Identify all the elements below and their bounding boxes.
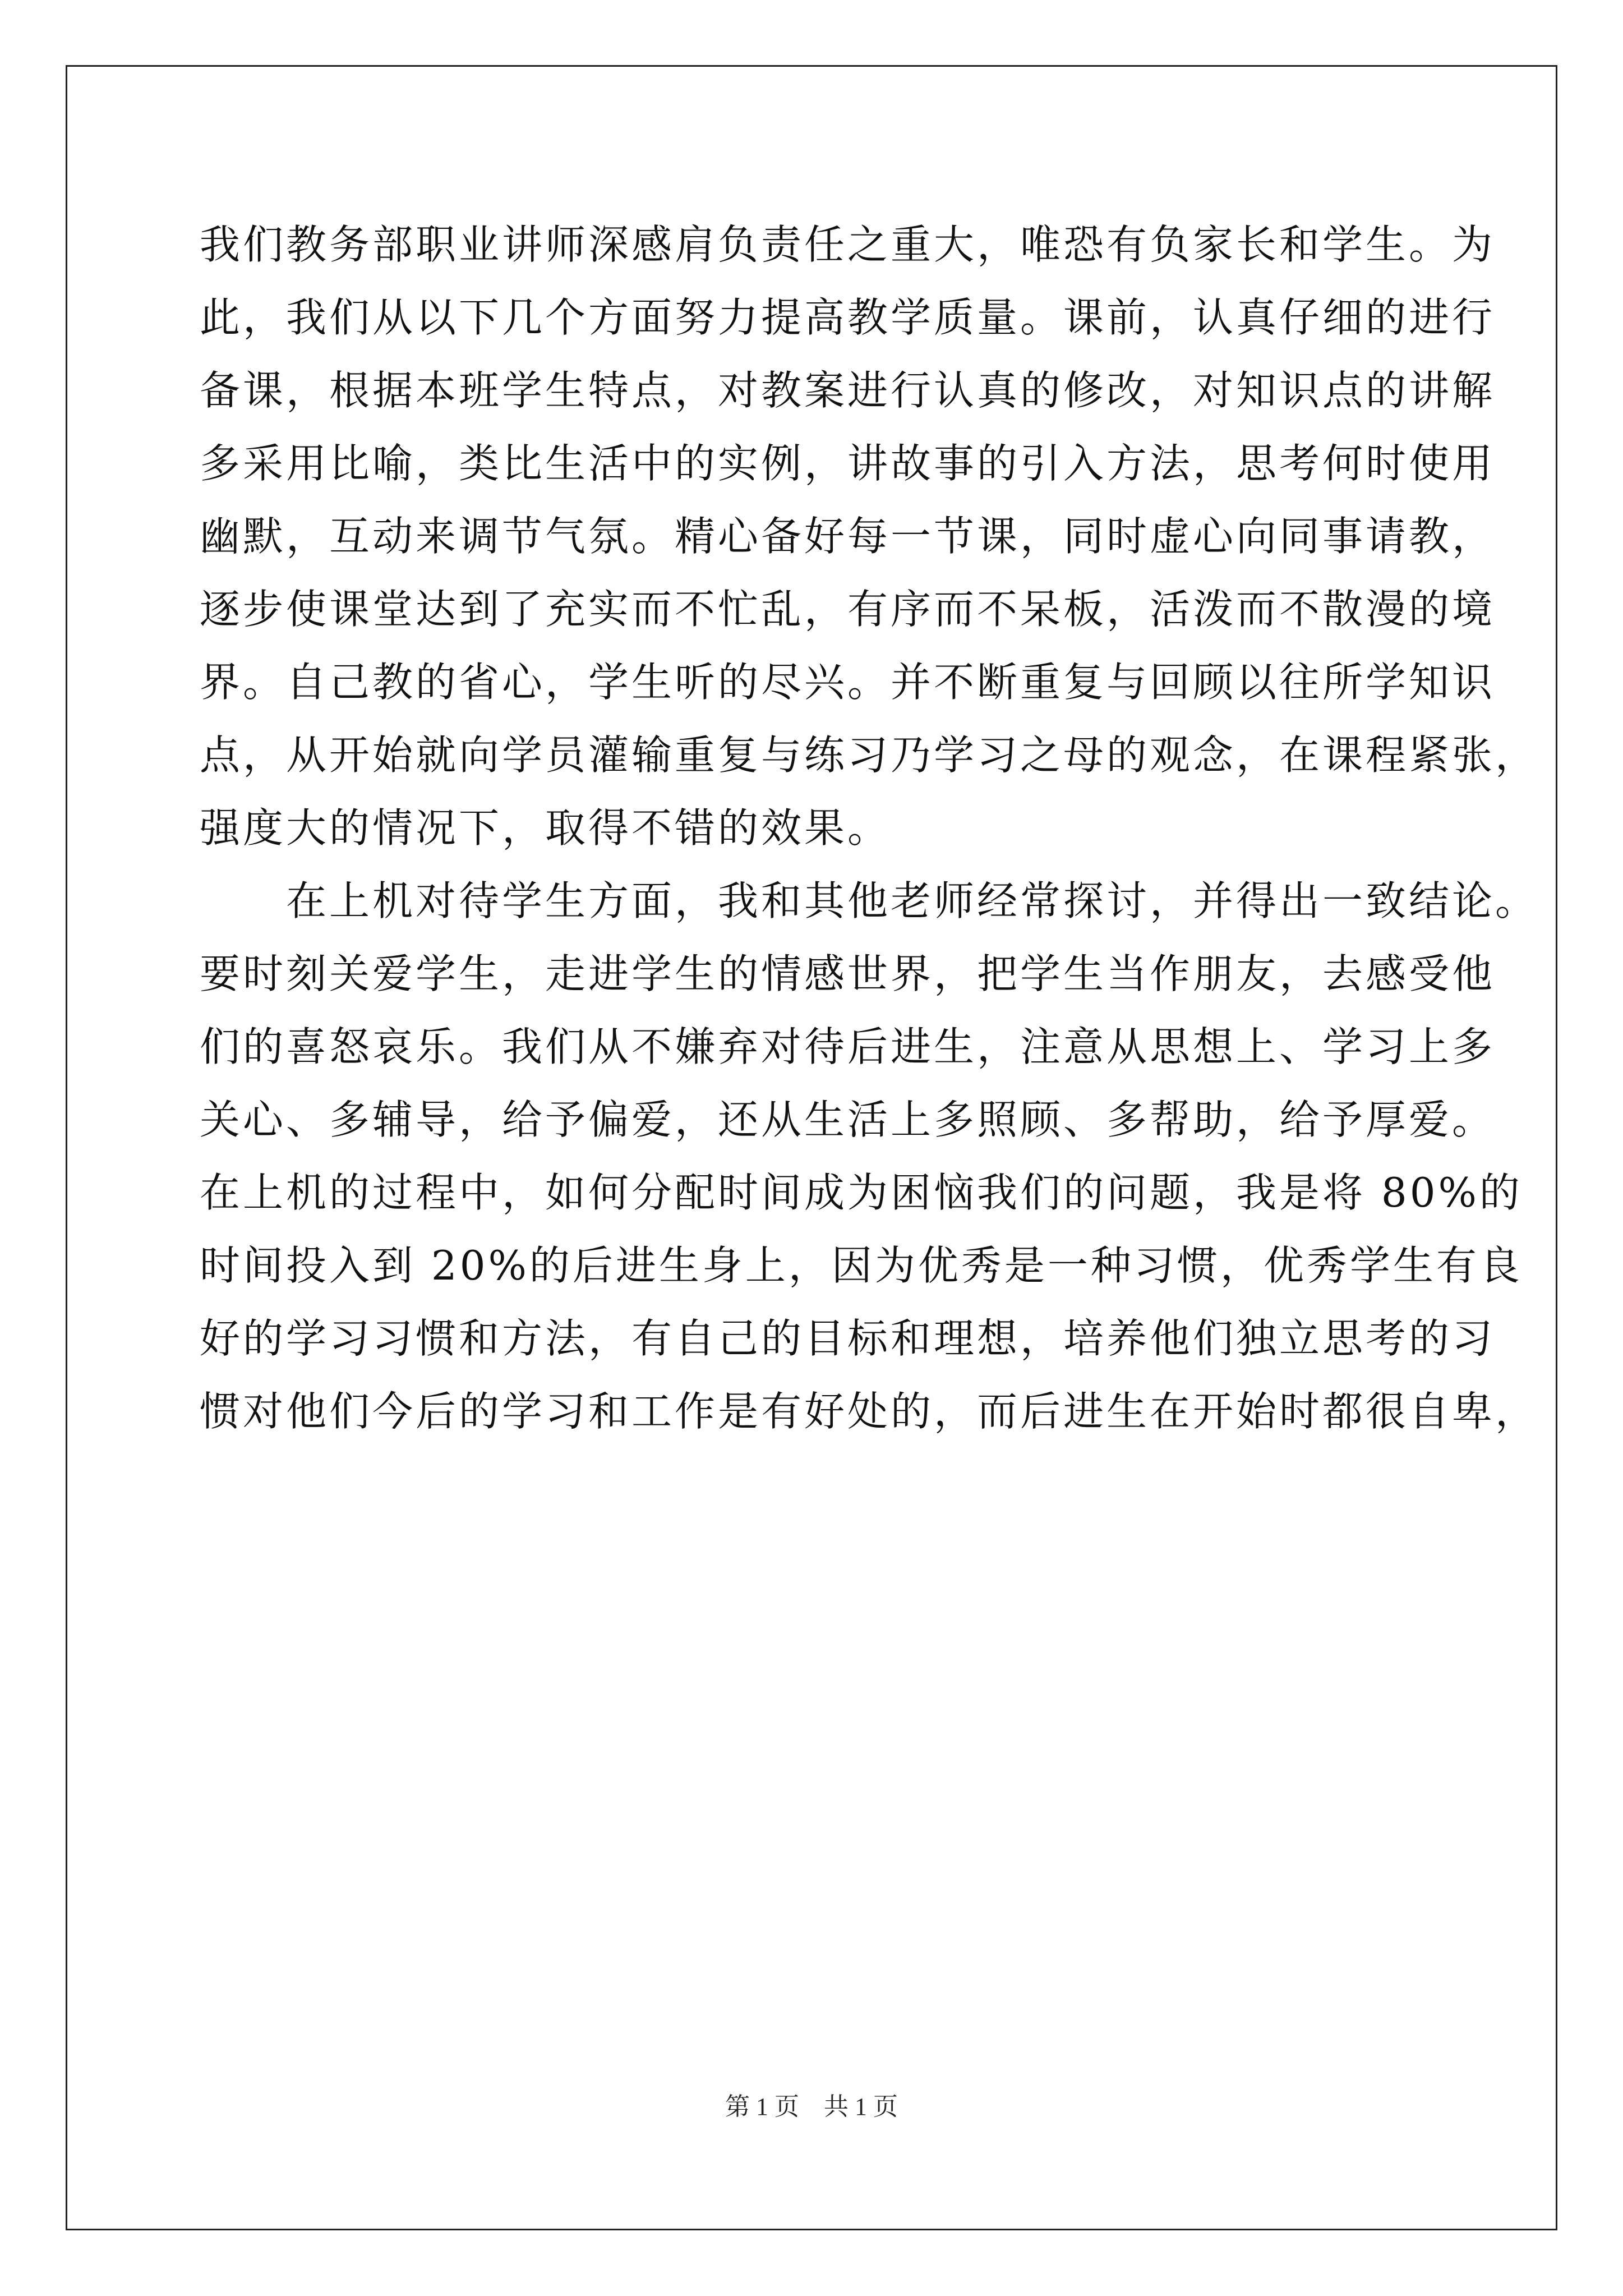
text-line: 我们教务部职业讲师深感肩负责任之重大，唯恐有负家长和学生。为: [200, 221, 1496, 268]
text-line: 备课，根据本班学生特点，对教案进行认真的修改，对知识点的讲解: [200, 367, 1496, 414]
text-line: 关心、多辅导，给予偏爱，还从生活上多照顾、多帮助，给予厚爱。: [200, 1096, 1496, 1143]
text-line: 在上机的过程中，如何分配时间成为困恼我们的问题，我是将 80%的: [200, 1169, 1523, 1216]
text-line: 幽默，互动来调节气氛。精心备好每一节课，同时虚心向同事请教，: [200, 513, 1496, 560]
text-line: 多采用比喻，类比生活中的实例，讲故事的引入方法，思考何时使用: [200, 440, 1496, 487]
text-line: 惯对他们今后的学习和工作是有好处的，而后进生在开始时都很自卑，: [200, 1388, 1539, 1435]
text-line: 要时刻关爱学生，走进学生的情感世界，把学生当作朋友，去感受他: [200, 950, 1496, 997]
text-line: 此，我们从以下几个方面努力提高教学质量。课前，认真仔细的进行: [200, 294, 1496, 341]
text-line: 们的喜怒哀乐。我们从不嫌弃对待后进生，注意从思想上、学习上多: [200, 1023, 1496, 1070]
page-number-footer: 第 1 页 共 1 页: [725, 2093, 898, 2120]
text-line: 强度大的情况下，取得不错的效果。: [200, 804, 891, 852]
text-line: 逐步使课堂达到了充实而不忙乱，有序而不呆板，活泼而不散漫的境: [200, 586, 1496, 633]
text-line: 界。自己教的省心，学生听的尽兴。并不断重复与回顾以往所学知识: [200, 659, 1496, 706]
text-line: 好的学习习惯和方法，有自己的目标和理想，培养他们独立思考的习: [200, 1315, 1496, 1362]
text-line: 点，从开始就向学员灌输重复与练习乃学习之母的观念，在课程紧张，: [200, 731, 1539, 779]
text-line: 时间投入到 20%的后进生身上，因为优秀是一种习惯，优秀学生有良: [200, 1242, 1523, 1289]
paragraph-first-line: 在上机对待学生方面，我和其他老师经常探讨，并得出一致结论。: [286, 877, 1539, 924]
